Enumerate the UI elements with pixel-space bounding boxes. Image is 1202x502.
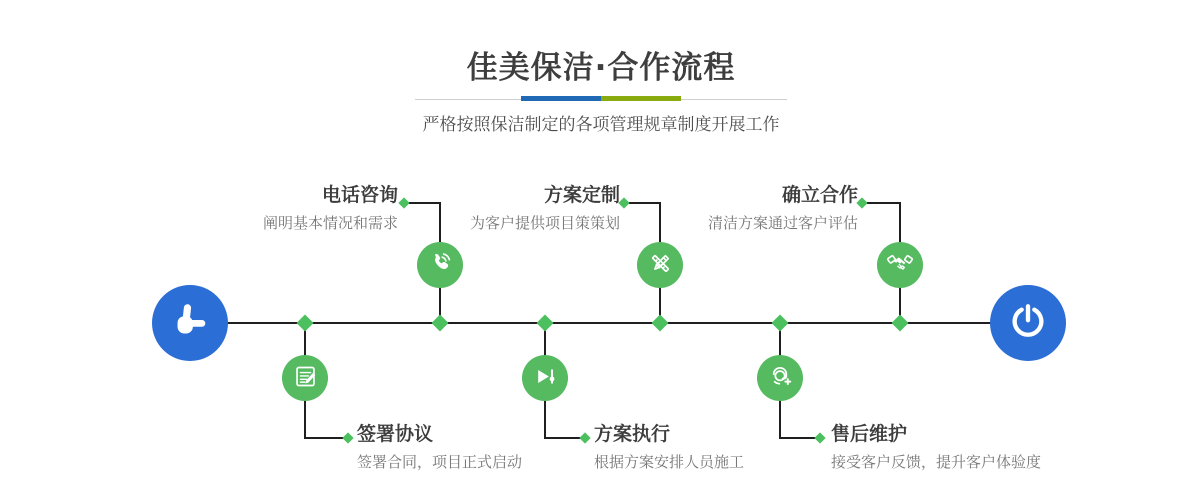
step-desc: 签署合同，项目正式启动 <box>357 452 523 471</box>
start-node <box>152 285 228 361</box>
timeline-node-diamond <box>297 315 314 332</box>
power-icon <box>1008 301 1048 345</box>
timeline-node-diamond <box>772 315 789 332</box>
step-desc: 为客户提供项目策策划 <box>469 213 620 232</box>
pointing-hand-icon <box>167 298 213 348</box>
elbow-bottom-2 <box>544 437 583 439</box>
step-title: 方案定制 <box>543 184 620 206</box>
timeline-node-diamond <box>537 315 554 332</box>
headset-plus-icon <box>766 362 794 394</box>
sign-document-icon <box>292 363 319 394</box>
step-label-service <box>831 424 1041 471</box>
page-title: 佳美保洁·合作流程 <box>466 50 736 86</box>
step-label-execute <box>594 424 744 471</box>
step-title: 电话咨询 <box>321 184 398 206</box>
divider-blue-segment <box>521 96 601 101</box>
step-desc: 阐明基本情况和需求 <box>262 213 398 232</box>
label-diamond <box>618 197 629 208</box>
step-title: 方案执行 <box>594 423 671 445</box>
elbow-top-1 <box>406 202 441 204</box>
step-node-phone <box>417 242 463 288</box>
end-node <box>990 285 1066 361</box>
label-diamond <box>814 432 825 443</box>
step-node-design <box>637 242 683 288</box>
step-label-phone <box>263 185 398 232</box>
step-desc: 清洁方案通过客户评估 <box>707 213 858 232</box>
step-node-execute <box>522 355 568 401</box>
label-diamond <box>579 432 590 443</box>
handshake-icon <box>886 249 914 281</box>
divider-accent <box>521 96 681 101</box>
step-label-design <box>470 185 620 232</box>
step-title: 签署协议 <box>357 423 434 445</box>
label-diamond <box>856 197 867 208</box>
label-diamond <box>342 432 353 443</box>
step-node-service <box>757 355 803 401</box>
timeline-node-diamond <box>432 315 449 332</box>
play-progress-icon <box>532 363 559 394</box>
step-node-sign <box>282 355 328 401</box>
elbow-bottom-1 <box>304 437 346 439</box>
step-desc: 接受客户反馈，提升客户体验度 <box>831 452 1042 471</box>
step-title: 确立合作 <box>781 184 858 206</box>
timeline-node-diamond <box>892 315 909 332</box>
step-desc: 根据方案安排人员施工 <box>594 452 745 471</box>
step-node-handshake <box>877 242 923 288</box>
elbow-top-2 <box>626 202 661 204</box>
step-label-cooperate <box>708 185 858 232</box>
pencil-ruler-icon <box>647 250 674 281</box>
page-subtitle: 严格按照保洁制定的各项管理规章制度开展工作 <box>422 115 780 135</box>
step-title: 售后维护 <box>831 423 908 445</box>
phone-icon <box>427 250 454 281</box>
elbow-top-3 <box>864 202 901 204</box>
divider-green-segment <box>601 96 681 101</box>
step-label-sign <box>357 424 522 471</box>
timeline-node-diamond <box>652 315 669 332</box>
label-diamond <box>398 197 409 208</box>
